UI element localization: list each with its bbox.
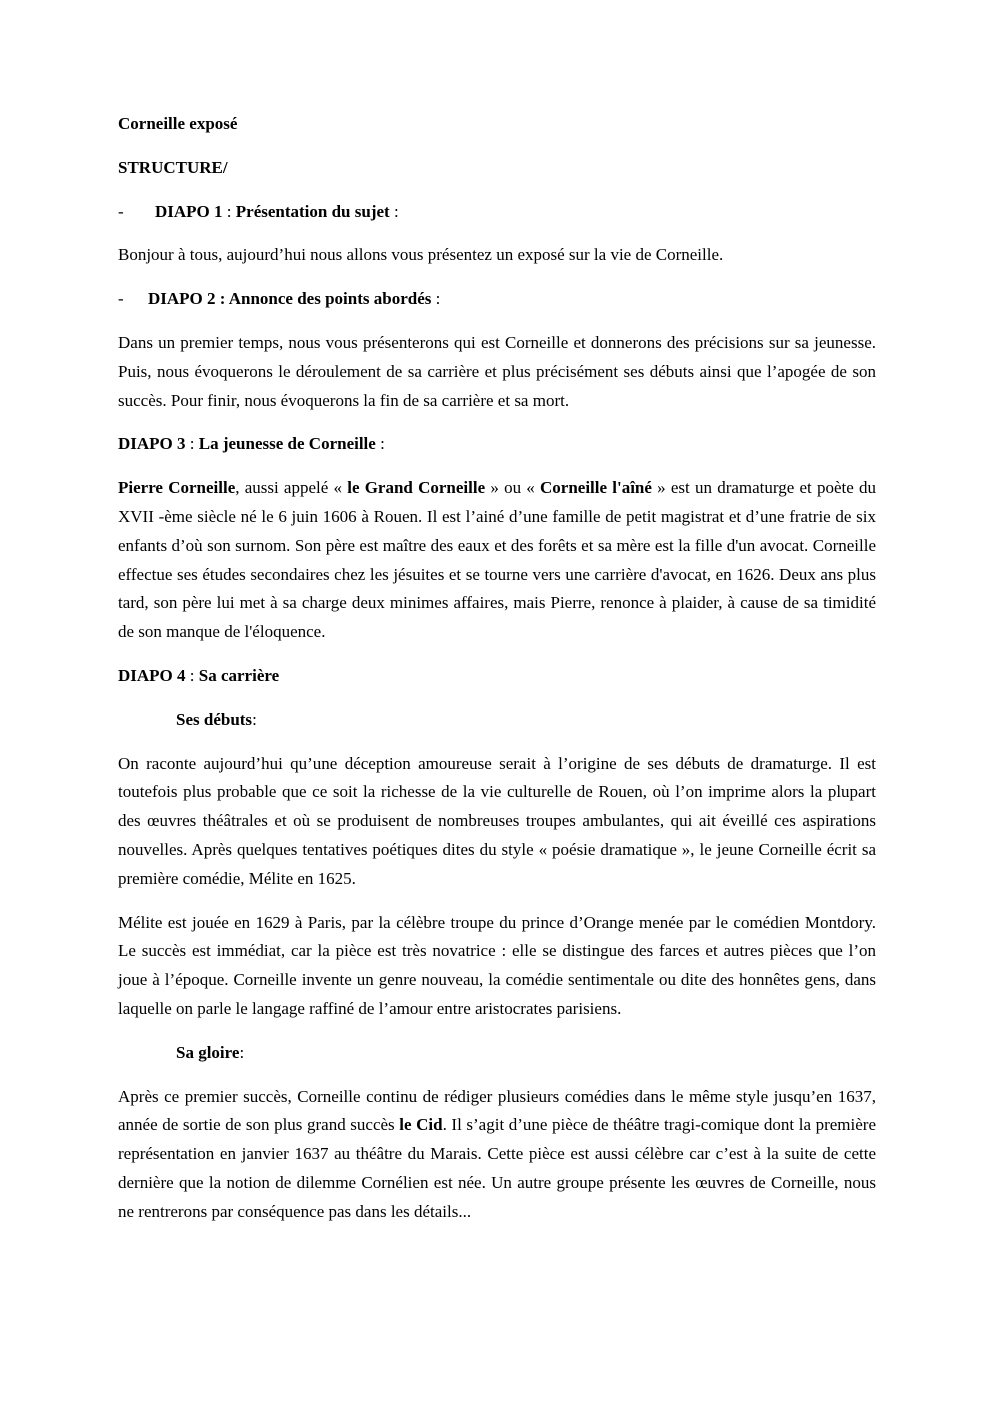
diapo-1-heading <box>118 198 876 227</box>
gloire-paragraph <box>118 1083 876 1227</box>
quote-close-1: » <box>485 478 505 498</box>
diapo-4-title: Sa carrière <box>198 665 280 685</box>
sa-gloire-title: Sa gloire <box>176 1042 240 1062</box>
diapo-3-label: DIAPO 3 <box>118 434 186 454</box>
bullet-dash-icon: - <box>118 289 124 309</box>
diapo-1-trailing-colon: : <box>389 201 399 221</box>
ses-debuts-title: Ses débuts <box>176 709 253 729</box>
ses-debuts-subheading <box>118 706 876 735</box>
document-body <box>118 110 876 1242</box>
quote-open-1: « <box>333 478 348 498</box>
diapo-4-label: DIAPO 4 <box>118 665 186 685</box>
quote-close-2: » <box>651 478 671 498</box>
diapo-3-separator: : <box>185 434 199 454</box>
diapo-1-title: Présentation du sujet <box>235 201 390 221</box>
diapo-3-title: La jeunesse de Corneille <box>198 434 376 454</box>
diapo-3-heading <box>118 430 876 459</box>
structure-label <box>118 154 876 183</box>
diapo-4-separator: : <box>185 665 199 685</box>
intro-paragraph: Bonjour à tous, aujourd’hui nous allons vous présentez un exposé sur la vie de Corneille. <box>118 245 724 265</box>
pierre-corneille-name: Pierre Corneille <box>118 478 236 498</box>
jeunesse-rest: est un dramaturge et poète du XVII -ème siècle né le 6 juin 1606 à Rouen. Il est l’ainé d’une famille de petit magistrat et d’une fratrie de six enfants d’où son surnom. Son père est maître des eaux et des forêts et sa mère est la fille d'un avocat. Corneille effectue ses études secondaires chez les jésuites et se tourne vers une carrière d'avocat, en 1626. Deux ans plus tard, son père lui met à sa charge deux minimes affaires, mais Pierre, renonce à plaider, à cause de sa timidité de son manque de l'éloquence. <box>118 478 877 642</box>
jeunesse-paragraph <box>118 474 876 647</box>
ses-debuts-colon: : <box>252 709 257 729</box>
document-title-text: Corneille exposé <box>118 114 238 133</box>
diapo-1-label: DIAPO 1 <box>155 201 223 221</box>
debuts-paragraph-1: On raconte aujourd’hui qu’une déception amoureuse serait à l’origine de ses débuts de dramaturge. Il est toutefois plus probable que ce soit la richesse de la vie culturelle de Rouen, où l’on imprime alors la plupart des œuvres théâtrales et où se produisent de nombreuses troupes ambulantes, qui ait éveillé ces aspirations nouvelles. Après quelques tentatives poétiques dites du style « poésie dramatique », le jeune Corneille écrit sa première comédie, Mélite en 1625. <box>118 753 876 888</box>
points-abordes-paragraph: Dans un premier temps, nous vous présenterons qui est Corneille et donnerons des précisions sur sa jeunesse. Puis, nous évoquerons le déroulement de sa carrière et plus précisément ses débuts ainsi que l’apogée de son succès. Pour finir, nous évoquerons la fin de sa carrière et sa mort. <box>118 332 876 410</box>
sa-gloire-colon: : <box>239 1042 245 1062</box>
document-title <box>118 110 876 139</box>
diapo-2-label: DIAPO 2 : Annonce des points abordés <box>148 289 432 309</box>
nickname-corneille-aine: Corneille l'aîné <box>540 478 652 498</box>
gloire-part-1: Après ce premier succès, Corneille continu de rédiger plusieurs comédies dans le même style jusqu’en 1637, année de sortie de son plus grand succès <box>118 1086 876 1135</box>
gloire-part-2: . Il s’agit d’une pièce de théâtre tragi-comique dont la première représentation en janvier 1637 au théâtre du Marais. Cette pièce est aussi célèbre car c’est à la suite de cette dernière que la notion de dilemme Cornélien est née. Un autre groupe présente les œuvres de Corneille, nous ne rentrerons par conséquence pas dans les détails... <box>118 1115 876 1221</box>
diapo-4-heading <box>118 662 876 691</box>
debuts-paragraph-2: Mélite est jouée en 1629 à Paris, par la célèbre troupe du prince d’Orange menée par le comédien Montdory. Le succès est immédiat, car la pièce est très novatrice : elle se distingue des farces et autres pièces que l’on joue à l’époque. Corneille invente un genre nouveau, la comédie sentimentale ou dite des honnêtes gens, dans laquelle on parle le langage raffiné de l’amour entre aristocrates parisiens. <box>118 912 876 1018</box>
diapo-2-heading <box>118 285 876 314</box>
nickname-grand-corneille: le Grand Corneille <box>347 478 486 498</box>
sa-gloire-subheading <box>118 1039 876 1068</box>
diapo-3-trailing-colon: : <box>375 434 385 454</box>
jeunesse-part-1: , aussi appelé <box>235 478 334 498</box>
jeunesse-part-2: ou <box>504 478 527 498</box>
diapo-1-separator: : <box>222 201 236 221</box>
bullet-dash-icon: - <box>118 201 124 221</box>
diapo-2-trailing-colon: : <box>431 289 441 309</box>
quote-open-2: « <box>526 478 541 498</box>
structure-label-text: STRUCTURE/ <box>118 157 228 177</box>
work-le-cid: le Cid <box>399 1115 443 1135</box>
